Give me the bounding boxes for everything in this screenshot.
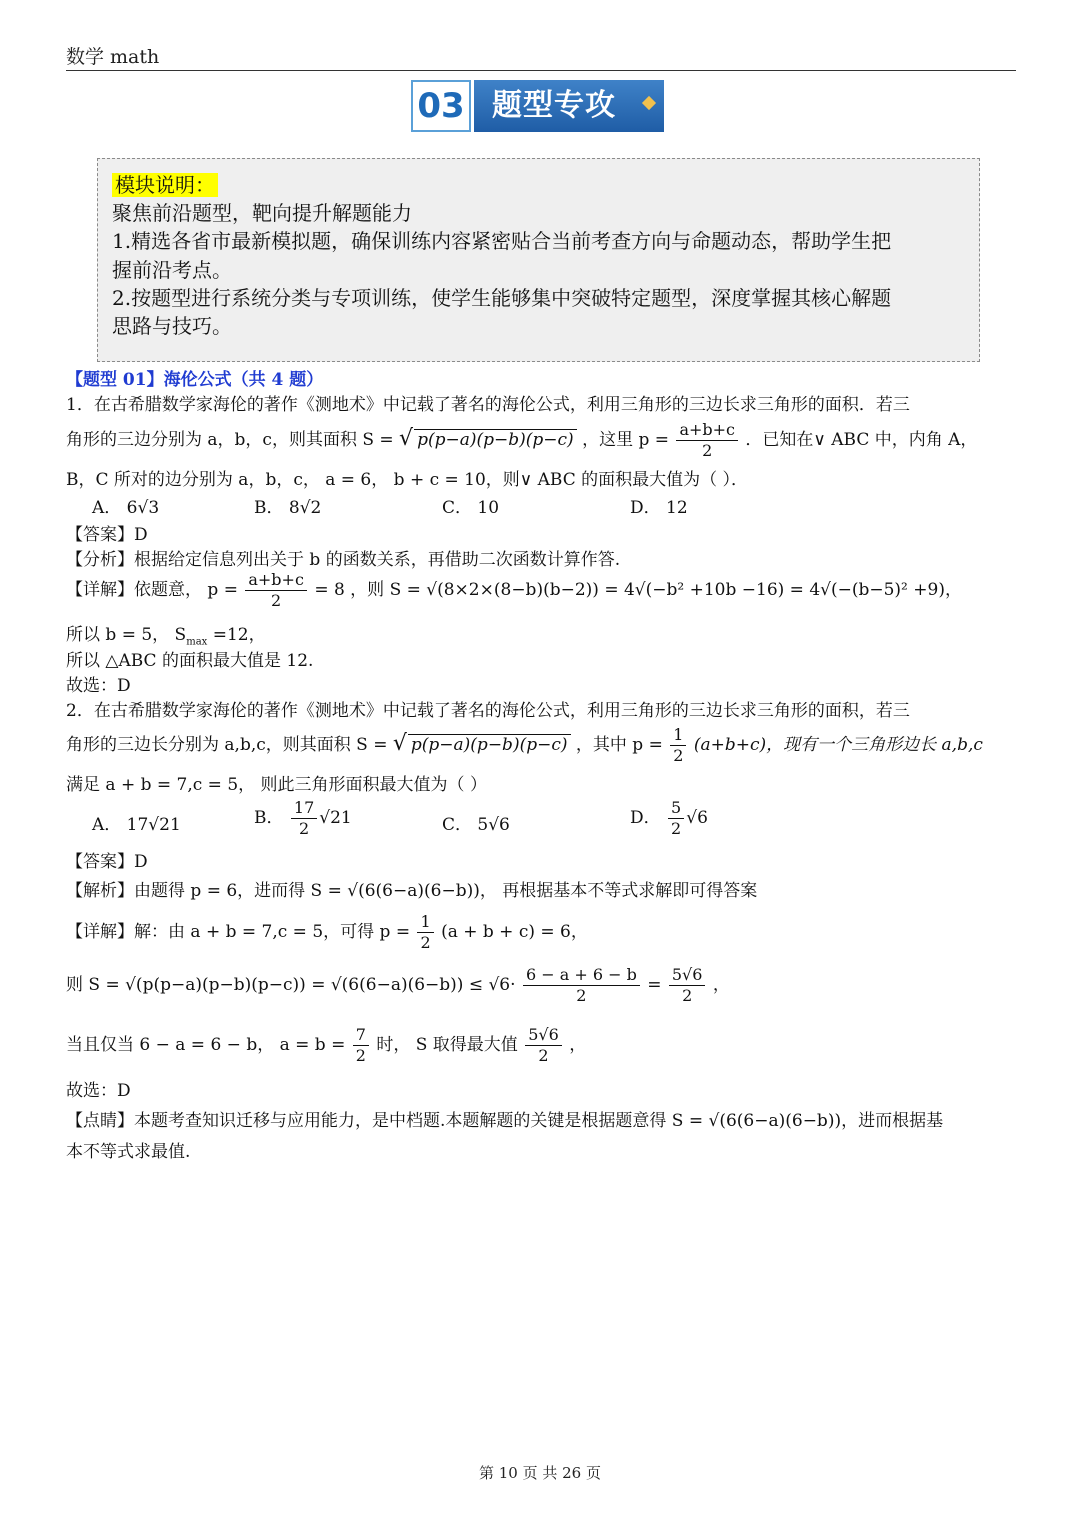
q2-option-a: A． 17√21: [92, 815, 181, 835]
fraction-denominator: 2: [538, 1046, 549, 1065]
q1-line2-text: ，这里 p =: [582, 430, 670, 450]
q2-analysis: 【解析】由题得 p = 6，进而得 S = √(6(6−a)(6−b))， 再根据基本不等式求解即可得答案: [66, 881, 758, 901]
banner-label: 题型专攻: [474, 80, 664, 132]
q1-detail-label: 【详解】依题意，: [66, 580, 202, 600]
fraction-denominator: 2: [420, 933, 431, 952]
q1-option-c: C． 10: [442, 498, 500, 518]
fraction-denominator: 2: [702, 441, 713, 460]
fraction-denominator: 2: [298, 819, 310, 838]
fraction-numerator: 6 − a + 6 − b: [523, 965, 640, 986]
q2-option-b: [254, 798, 352, 839]
q1-detail-fraction: [245, 570, 307, 611]
q1-so2: 所以 △ABC 的面积最大值是 12.: [66, 651, 314, 671]
fraction-denominator: 2: [682, 986, 693, 1005]
fraction-denominator: 2: [671, 819, 682, 838]
q2-then-fraction: [523, 965, 640, 1006]
q2-option-b-label: B．: [254, 808, 284, 828]
q2-only-max: [525, 1025, 562, 1066]
module-line: 思路与技巧。: [112, 314, 232, 338]
q2-detail-fraction: [417, 912, 433, 953]
module-heading: 模块说明：: [112, 173, 218, 197]
fraction-denominator: 2: [576, 986, 587, 1005]
fraction-numerator: 5√6: [525, 1025, 562, 1046]
q2-line2-text: (a+b+c)，现有一个三角形边长 a,b,c: [693, 735, 983, 755]
q2-detail: [66, 912, 588, 953]
q2-then-result: [669, 965, 706, 1006]
q2-point-line1: 【点睛】本题考查知识迁移与应用能力，是中档题.本题解题的关键是根据题意得 S = √(6(6−a)(6−b))，进而根据基: [66, 1111, 944, 1131]
q1-analysis: 【分析】根据给定信息列出关于 b 的函数关系，再借助二次函数计算作答.: [66, 550, 621, 570]
q2-option-b-tail: √21: [319, 808, 352, 828]
header-rule: [66, 70, 1016, 71]
q1-line1: 1．在古希腊数学家海伦的著作《测地术》中记载了著名的海伦公式，利用三角形的三边长求三角形的面积．若三: [66, 395, 910, 415]
q2-only-fraction: [353, 1025, 369, 1066]
q2-detail-tail: (a + b + c) = 6，: [441, 922, 588, 942]
module-line: 握前沿考点。: [112, 258, 232, 282]
section-banner: [411, 80, 665, 132]
fraction-denominator: 2: [271, 591, 282, 610]
fraction-numerator: a+b+c: [676, 420, 738, 441]
q2-only-end: ，: [569, 1035, 587, 1055]
fraction-numerator: 1: [670, 725, 686, 746]
module-heading-line: [112, 169, 218, 198]
fraction-numerator: a+b+c: [245, 570, 307, 591]
fraction-numerator: 5√6: [669, 965, 706, 986]
q1-fraction: [676, 420, 738, 461]
q1-so1-text: 所以 b = 5， S: [66, 625, 187, 645]
module-line: 聚焦前沿题型，靶向提升解题能力: [112, 201, 412, 225]
fraction-numerator: 7: [353, 1025, 369, 1046]
module-line: 1.精选各省市最新模拟题，确保训练内容紧密贴合当前考查方向与命题动态，帮助学生把: [112, 229, 892, 253]
q2-line2-text: ，其中 p =: [575, 735, 663, 755]
banner-number: 03: [411, 80, 471, 132]
q2-then: [66, 965, 730, 1006]
q1-option-d: D． 12: [630, 498, 688, 518]
q2-only-when: [66, 1025, 586, 1066]
diamond-icon: [642, 96, 656, 110]
q2-line1: 2．在古希腊数学家海伦的著作《测地术》中记载了著名的海伦公式，利用三角形的三边长求三角形的面积，若三: [66, 701, 910, 721]
q1-option-b: B． 8√2: [254, 498, 322, 518]
q2-then-end: ，: [712, 975, 730, 995]
q2-detail-text: 【详解】解：由 a + b = 7,c = 5，可得 p =: [66, 922, 411, 942]
q2-line3: 满足 a + b = 7,c = 5， 则此三角形面积最大值为（ ）: [66, 775, 487, 795]
q1-line2-text: ．已知在∨ ABC 中，内角 A，: [745, 430, 978, 450]
fraction-numerator: 17: [291, 798, 317, 819]
header-title: 数学 math: [66, 46, 160, 68]
q2-only-mid: 时， S 取得最大值: [376, 1035, 518, 1055]
fraction-denominator: 2: [673, 746, 684, 765]
q1-so1-tail: =12，: [207, 625, 266, 645]
q2-option-d-fraction: [668, 798, 684, 839]
fraction-denominator: 2: [355, 1046, 366, 1065]
q1-line2-text: 角形的三边分别为 a，b，c，则其面积 S =: [66, 430, 394, 450]
q2-option-d: [630, 798, 708, 839]
sqrt-icon: √: [392, 731, 407, 756]
q1-so1-sub: max: [186, 636, 208, 648]
q1-so1: [66, 620, 266, 647]
q1-formula-radicand: p(p−a)(p−b)(p−c): [414, 429, 577, 450]
page-footer: 第 10 页 共 26 页: [478, 1464, 601, 1482]
fraction-numerator: 5: [668, 798, 684, 819]
q2-option-d-label: D．: [630, 808, 661, 828]
q1-detail: [66, 570, 962, 611]
module-description-box: [97, 158, 980, 362]
q1-line2: [66, 420, 977, 461]
q2-then-eq: =: [647, 975, 662, 995]
q2-option-c: C． 5√6: [442, 815, 510, 835]
q2-then-text: 则 S = √(p(p−a)(p−b)(p−c)) = √(6(6−a)(6−b)) ≤ √6·: [66, 975, 516, 995]
q1-detail-text: = 8 ，则 S = √(8×2×(8−b)(b−2)) = 4√(−b² +10b −16) = 4√(−(b−5)² +9)，: [314, 580, 962, 600]
q1-line3: B，C 所对的边分别为 a，b，c， a = 6， b + c = 10，则∨ ABC 的面积最大值为（ ）．: [66, 470, 749, 490]
section-title: 【题型 01】海伦公式（共 4 题）: [66, 370, 324, 390]
q2-only-text: 当且仅当 6 − a = 6 − b， a = b =: [66, 1035, 346, 1055]
q2-fraction: [670, 725, 686, 766]
q1-answer: 【答案】D: [66, 525, 148, 545]
q1-choose: 故选：D: [66, 676, 131, 696]
q1-detail-p: p =: [207, 580, 238, 600]
q2-line2-text: 角形的三边长分别为 a,b,c，则其面积 S =: [66, 735, 388, 755]
q2-line2: [66, 725, 983, 766]
fraction-numerator: 1: [417, 912, 433, 933]
q2-answer: 【答案】D: [66, 852, 148, 872]
sqrt-icon: √: [399, 426, 414, 451]
q2-option-d-tail: √6: [686, 808, 708, 828]
q2-point-line2: 本不等式求最值.: [66, 1142, 191, 1162]
module-line: 2.按题型进行系统分类与专项训练，使学生能够集中突破特定题型，深度掌握其核心解题: [112, 286, 892, 310]
q2-option-b-fraction: [291, 798, 317, 839]
q2-formula-radicand: p(p−a)(p−b)(p−c): [408, 734, 571, 755]
q1-option-a: A． 6√3: [92, 498, 160, 518]
q2-choose: 故选：D: [66, 1081, 131, 1101]
